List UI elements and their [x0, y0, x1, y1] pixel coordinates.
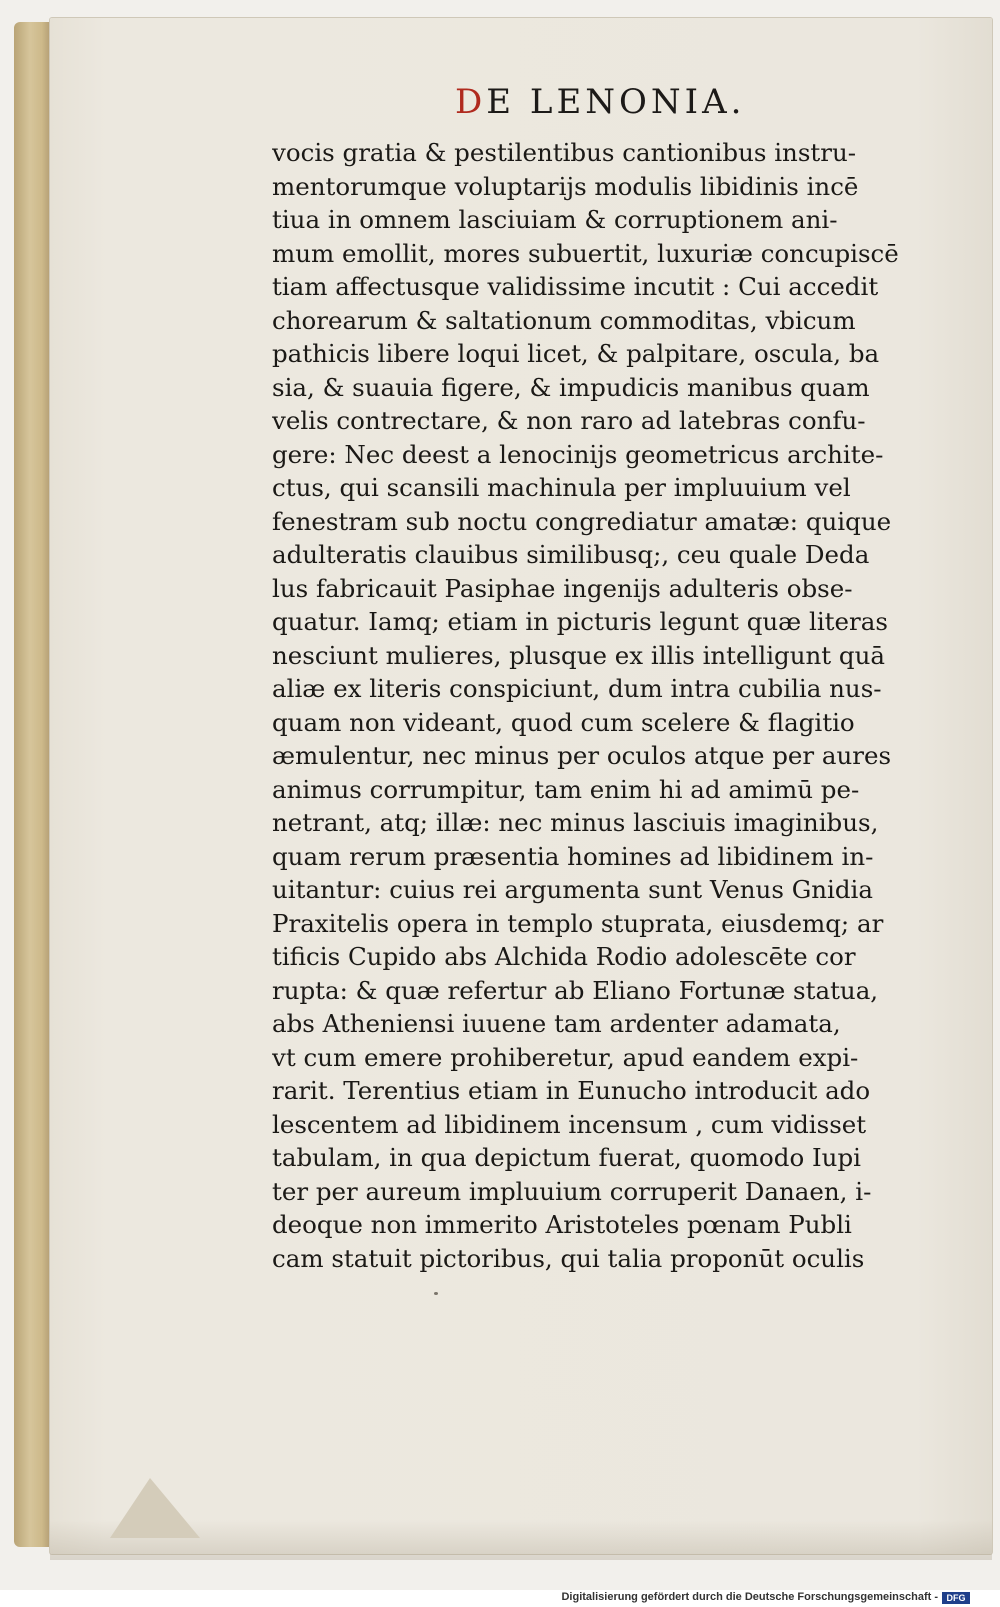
text-line: quam rerum præsentia homines ad libidinem in- [272, 841, 874, 871]
text-line: animus corrumpitur, tam enim hi ad amimū pe- [272, 774, 860, 804]
running-head-initial: D [455, 82, 487, 122]
text-line: quam non videant, quod cum scelere & flagitio [272, 707, 855, 737]
text-line: tiam affectusque validissime incutit : Cui accedit [272, 272, 879, 301]
text-line: deoque non immerito Aristoteles pœnam Publi [272, 1210, 852, 1239]
text-line: sia, & suauia figere, & impudicis manibus quam [272, 372, 870, 402]
ink-speck [434, 1292, 438, 1295]
text-line: mum emollit, mores subuertit, luxuriæ concupiscē [272, 238, 899, 268]
text-line: æmulentur, nec minus per oculos atque per aures [272, 741, 892, 770]
text-line: tiua in omnem lasciuiam & corruptionem ani- [272, 205, 838, 234]
digitization-footer [0, 1590, 1000, 1607]
text-line: gere: Nec deest a lenocinijs geometricus archite- [272, 439, 884, 469]
text-line: chorearum & saltationum commoditas, vbicum [272, 305, 856, 335]
body-text [272, 136, 954, 1275]
text-line: uitantur: cuius rei argumenta sunt Venus Gnidia [272, 875, 874, 904]
torn-corner [110, 1478, 200, 1538]
text-line: vt cum emere prohiberetur, apud eandem expi- [272, 1042, 859, 1072]
text-line: netrant, atq; illæ: nec minus lasciuis imaginibus, [272, 808, 879, 837]
text-line: abs Atheniensi iuuene tam ardenter adamata, [272, 1009, 841, 1038]
text-line: quatur. Iamq; etiam in picturis legunt quæ literas [272, 607, 888, 636]
text-line: fenestram sub noctu congrediatur amatæ: quique [272, 506, 892, 536]
text-line: cam statuit pictoribus, qui talia proponūt oculis [272, 1243, 865, 1273]
text-line: lus fabricauit Pasiphae ingenijs adulteris obse- [272, 573, 853, 603]
text-line: rarit. Terentius etiam in Eunucho introducit ado [272, 1076, 871, 1105]
text-line: pathicis libere loqui licet, & palpitare, oscula, ba [272, 339, 880, 368]
text-line: ctus, qui scansili machinula per impluuium vel [272, 473, 851, 502]
text-line: rupta: & quæ refertur ab Eliano Fortunæ statua, [272, 975, 879, 1005]
running-head-text: E LENONIA. [486, 82, 746, 122]
text-line: lescentem ad libidinem incensum , cum vidisset [272, 1109, 867, 1139]
text-line: velis contrectare, & non raro ad latebras confu- [272, 406, 866, 435]
text-line: Praxitelis opera in templo stuprata, eiusdemq; ar [272, 908, 884, 938]
text-line: vocis gratia & pestilentibus cantionibus instru- [272, 138, 857, 167]
dfg-logo-icon: DFG [942, 1592, 970, 1604]
text-line: ter per aureum impluuium corruperit Danaen, i- [272, 1176, 872, 1206]
book-fore-edge [14, 22, 54, 1547]
text-line: aliæ ex literis conspiciunt, dum intra cubilia nus- [272, 674, 882, 703]
text-line: nesciunt mulieres, plusque ex illis intelligunt quā [272, 640, 885, 670]
running-head [455, 82, 745, 122]
footer-credit: Digitalisierung gefördert durch die Deutsche Forschungsgemeinschaft - [561, 1591, 938, 1603]
text-line: tificis Cupido abs Alchida Rodio adolescēte cor [272, 942, 856, 971]
text-line: mentorumque voluptarijs modulis libidinis incē [272, 171, 859, 201]
text-line: tabulam, in qua depictum fuerat, quomodo Iupi [272, 1143, 861, 1172]
text-line: adulteratis clauibus similibusq;, ceu quale Deda [272, 540, 870, 569]
